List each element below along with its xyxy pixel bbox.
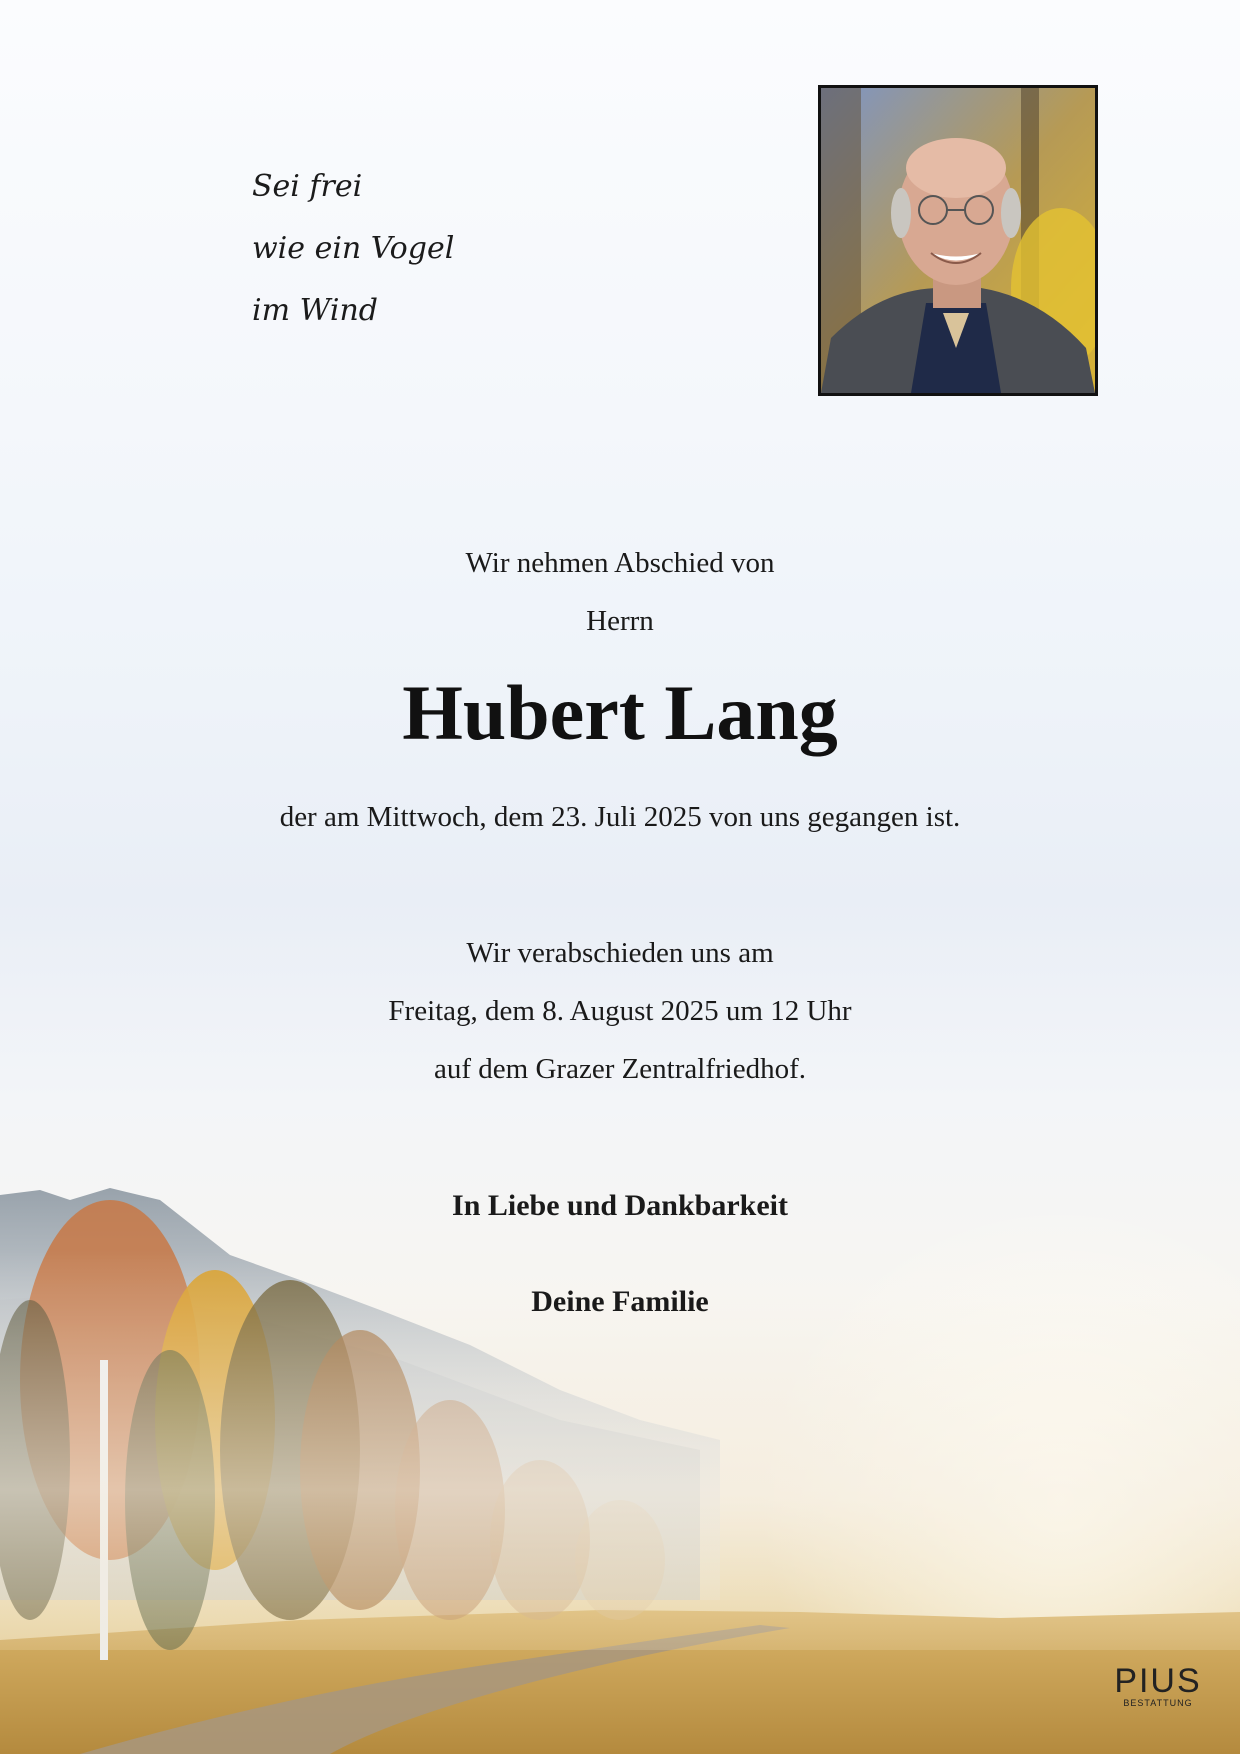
announcement-intro — [0, 534, 1240, 650]
deceased-name: Hubert Lang — [402, 669, 838, 756]
poem-line: im Wind — [252, 293, 379, 328]
service-line: Freitag, dem 8. August 2025 um 12 Uhr — [388, 995, 852, 1027]
portrait-image — [821, 88, 1095, 393]
logo-name: PIUS — [1114, 1662, 1202, 1700]
salutation: Herrn — [586, 605, 654, 637]
poem-verse — [252, 156, 454, 342]
portrait-photo — [818, 85, 1098, 396]
poem-line: wie ein Vogel — [252, 231, 455, 266]
service-line: Wir verabschieden uns am — [466, 937, 774, 969]
family-signature: Deine Familie — [531, 1285, 709, 1318]
poem-line: Sei frei — [252, 169, 363, 204]
dedication-text: In Liebe und Dankbarkeit — [452, 1189, 788, 1222]
service-line: auf dem Grazer Zentralfriedhof. — [434, 1053, 806, 1085]
date-of-death-text: der am Mittwoch, dem 23. Juli 2025 von uns gegangen ist. — [279, 801, 961, 833]
pius-bestattung-logo — [1112, 1664, 1204, 1709]
intro-line: Wir nehmen Abschied von — [465, 547, 775, 579]
service-details — [0, 924, 1240, 1098]
logo-subtitle: BESTATTUNG — [1123, 1698, 1193, 1708]
